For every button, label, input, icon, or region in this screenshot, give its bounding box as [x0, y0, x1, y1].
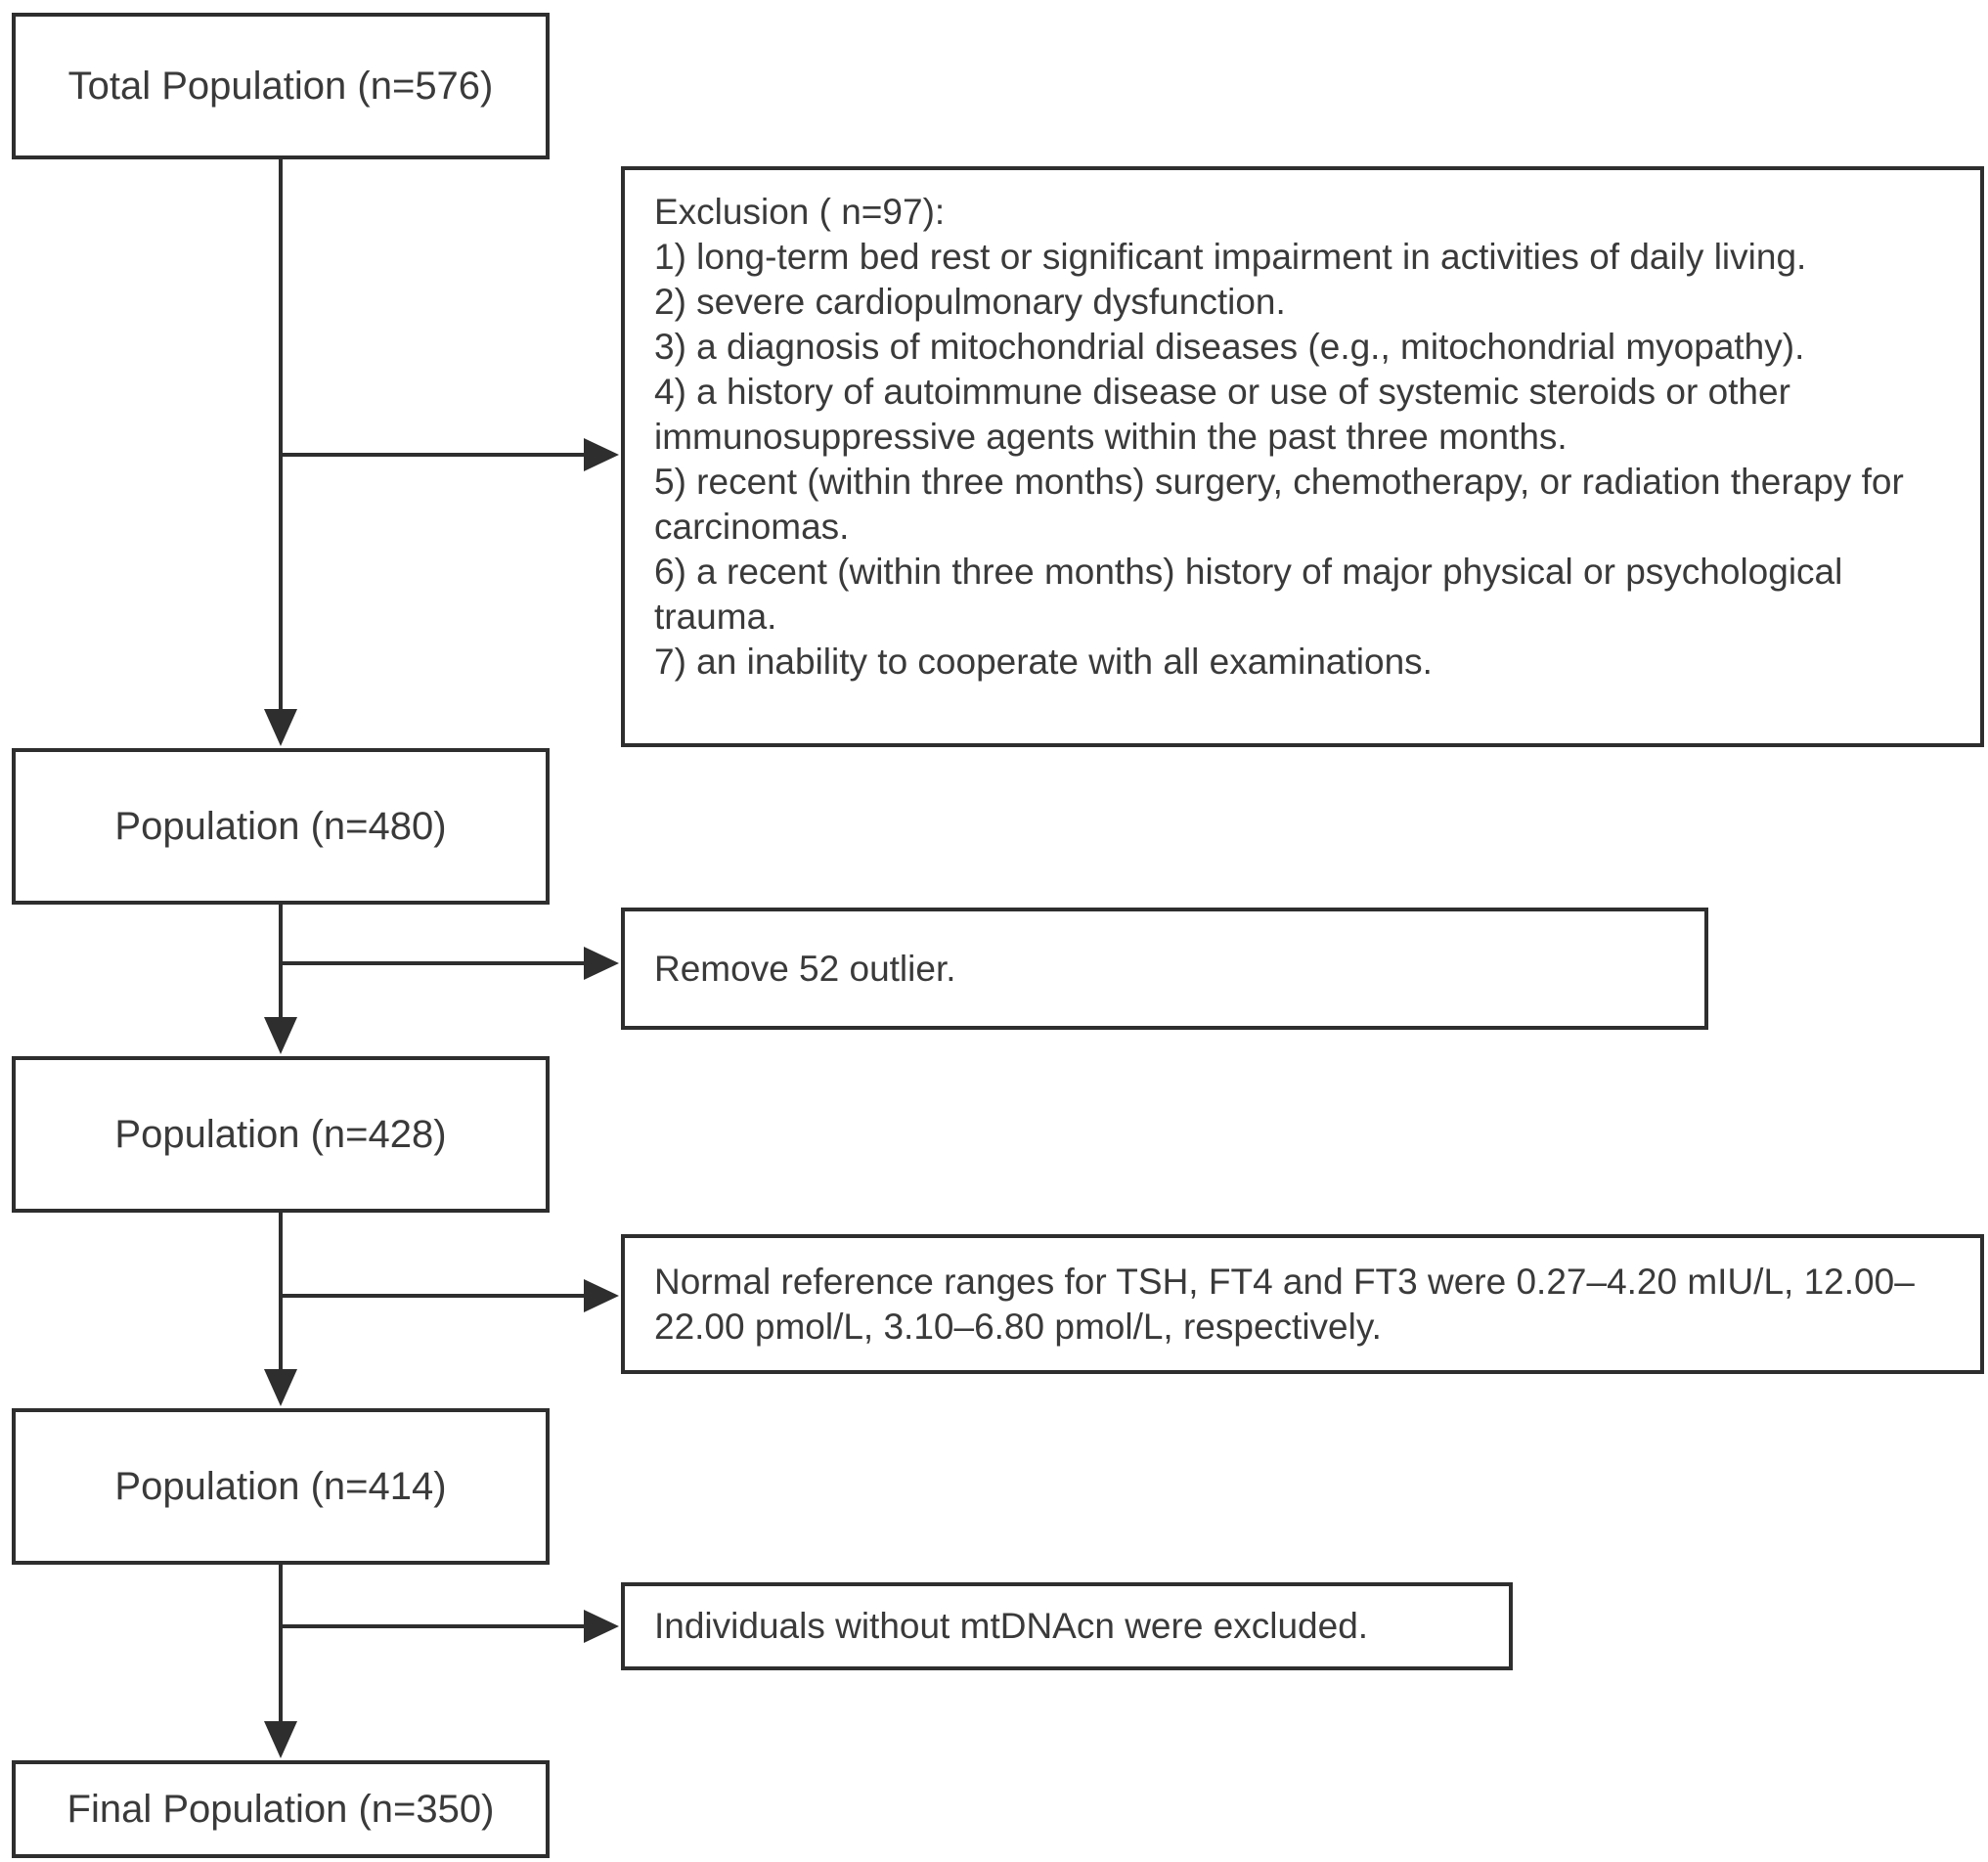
- note-exclusion-criteria: [621, 166, 1984, 747]
- arrow-to-reference-note: [281, 1279, 619, 1312]
- node-population-428: [12, 1056, 550, 1213]
- exclusion-item: 2) severe cardiopulmonary dysfunction.: [654, 282, 1286, 322]
- exclusion-item: 1) long-term bed rest or significant impairment in activities of daily living.: [654, 237, 1807, 277]
- exclusion-item: 6) a recent (within three months) history of major physical or psychological trauma.: [654, 552, 1843, 637]
- node-final-population-label: Final Population (n=350): [66, 1787, 495, 1831]
- exclusion-item: 7) an inability to cooperate with all examinations.: [654, 642, 1433, 682]
- arrow-pop414-to-final: [264, 1565, 297, 1758]
- arrow-to-mtdna-note: [281, 1610, 619, 1643]
- arrow-to-outlier-note: [281, 947, 619, 980]
- node-total-population-label: Total Population (n=576): [67, 64, 494, 108]
- note-reference-ranges-text: Normal reference ranges for TSH, FT4 and FT3 were 0.27–4.20 mIU/L, 12.00–22.00 pmol/L, 3.10–6.80 pmol/L, respectively.: [654, 1261, 1915, 1347]
- arrow-to-exclusion-note: [281, 438, 619, 471]
- arrow-pop428-to-pop414: [264, 1213, 297, 1406]
- note-mtdna-exclusion-text: Individuals without mtDNAcn were excluded.: [654, 1606, 1369, 1646]
- note-mtdna-exclusion: [621, 1582, 1513, 1670]
- note-reference-ranges: [621, 1234, 1984, 1374]
- arrow-pop480-to-pop428: [264, 905, 297, 1054]
- exclusion-item: 5) recent (within three months) surgery, chemotherapy, or radiation therapy for carcinomas.: [654, 462, 1904, 547]
- node-population-480-label: Population (n=480): [114, 804, 447, 848]
- exclusion-item: 4) a history of autoimmune disease or use of systemic steroids or other immunosuppressive agents within the past three months.: [654, 372, 1790, 457]
- node-total-population: [12, 13, 550, 159]
- note-remove-outlier: [621, 908, 1708, 1030]
- node-final-population: [12, 1760, 550, 1858]
- node-population-480: [12, 748, 550, 905]
- exclusion-item: 3) a diagnosis of mitochondrial diseases (e.g., mitochondrial myopathy).: [654, 327, 1805, 367]
- node-population-414: [12, 1408, 550, 1565]
- exclusion-title: Exclusion ( n=97):: [654, 192, 946, 232]
- node-population-428-label: Population (n=428): [114, 1112, 447, 1156]
- note-remove-outlier-text: Remove 52 outlier.: [654, 948, 956, 989]
- node-population-414-label: Population (n=414): [114, 1464, 447, 1508]
